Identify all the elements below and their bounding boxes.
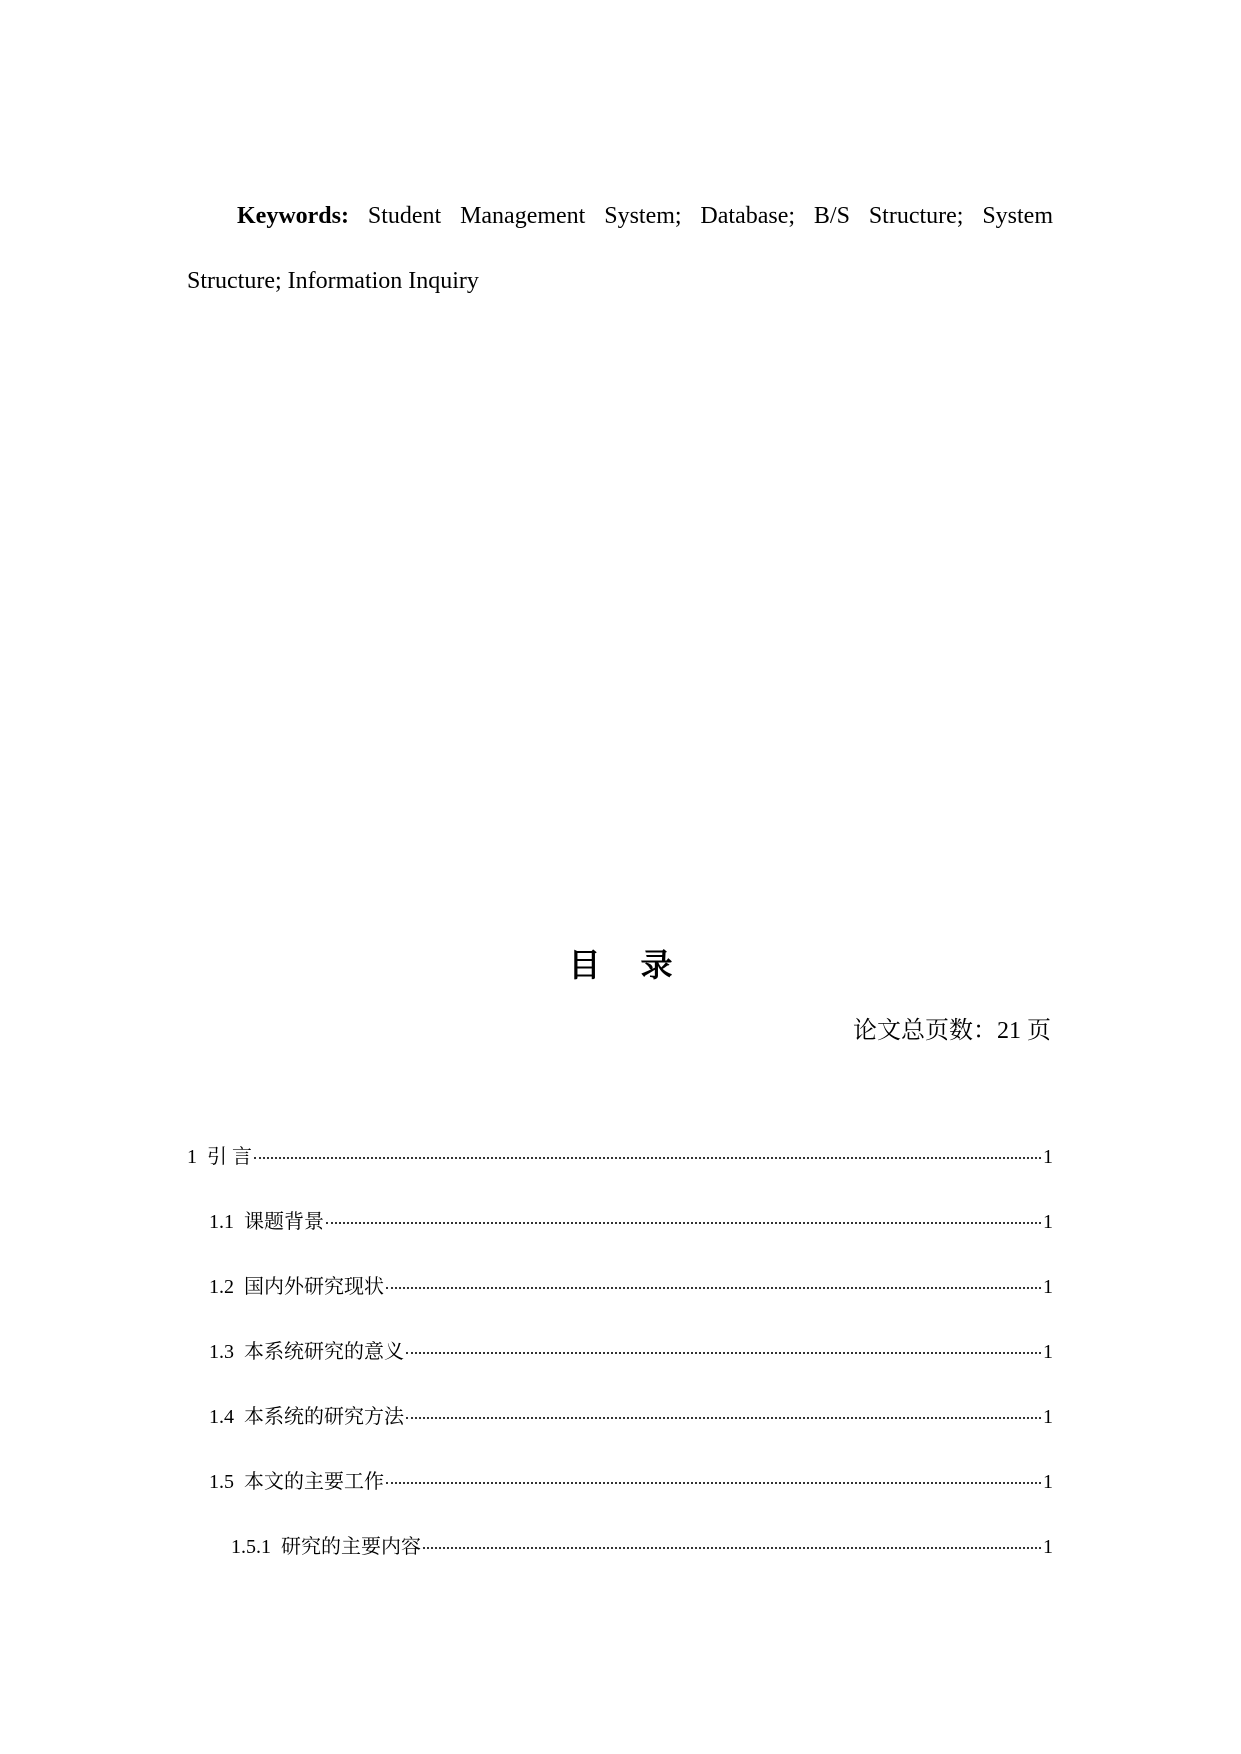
toc-entry[interactable]	[187, 1465, 1053, 1530]
toc-entry[interactable]	[187, 1400, 1053, 1465]
toc-entry-label: 引 言	[207, 1146, 252, 1168]
toc-entry-label: 本系统研究的意义	[244, 1341, 404, 1363]
toc-entry-number: 1.3	[209, 1341, 234, 1363]
toc-entry-label: 课题背景	[244, 1211, 324, 1233]
toc-entry[interactable]	[187, 1205, 1053, 1270]
toc-entry-number: 1.1	[209, 1211, 234, 1233]
toc-entry-page: 1	[1043, 1276, 1053, 1298]
toc-entry-number: 1.4	[209, 1406, 234, 1428]
toc-leader-dots	[423, 1547, 1041, 1549]
toc-entry-number: 1.2	[209, 1276, 234, 1298]
toc-leader-dots	[386, 1482, 1041, 1484]
toc-entry-label: 研究的主要内容	[281, 1536, 421, 1558]
toc-leader-dots	[386, 1287, 1041, 1289]
toc-entry-label: 本文的主要工作	[244, 1471, 384, 1493]
total-page-count: 论文总页数：21 页	[853, 1018, 1051, 1044]
toc-title-char-1: 目	[568, 946, 601, 984]
toc-entry[interactable]	[187, 1140, 1053, 1205]
toc-entry-page: 1	[1043, 1471, 1053, 1493]
toc-entry-number: 1.5	[209, 1471, 234, 1493]
toc-entry-number: 1.5.1	[231, 1536, 271, 1558]
toc-entry-page: 1	[1043, 1211, 1053, 1233]
toc-leader-dots	[326, 1222, 1041, 1224]
toc-entry-page: 1	[1043, 1536, 1053, 1558]
toc-entry-page: 1	[1043, 1341, 1053, 1363]
toc-leader-dots	[406, 1352, 1041, 1354]
toc-entry-page: 1	[1043, 1406, 1053, 1428]
toc-leader-dots	[254, 1157, 1041, 1159]
toc-entry-number: 1	[187, 1146, 197, 1168]
toc-entry[interactable]	[187, 1270, 1053, 1335]
toc-title	[0, 940, 1241, 986]
toc-leader-dots	[406, 1417, 1041, 1419]
table-of-contents	[187, 1140, 1053, 1595]
toc-entry[interactable]	[187, 1530, 1053, 1595]
keywords-paragraph	[187, 184, 1053, 314]
toc-entry-page: 1	[1043, 1146, 1053, 1168]
keywords-text: Student Management System; Database; B/S Structure; System Structure; Information Inquiry	[187, 203, 1054, 294]
keywords-label: Keywords:	[237, 203, 349, 229]
toc-title-char-2: 录	[640, 946, 673, 984]
toc-entry-label: 国内外研究现状	[244, 1276, 384, 1298]
toc-entry[interactable]	[187, 1335, 1053, 1400]
toc-entry-label: 本系统的研究方法	[244, 1406, 404, 1428]
